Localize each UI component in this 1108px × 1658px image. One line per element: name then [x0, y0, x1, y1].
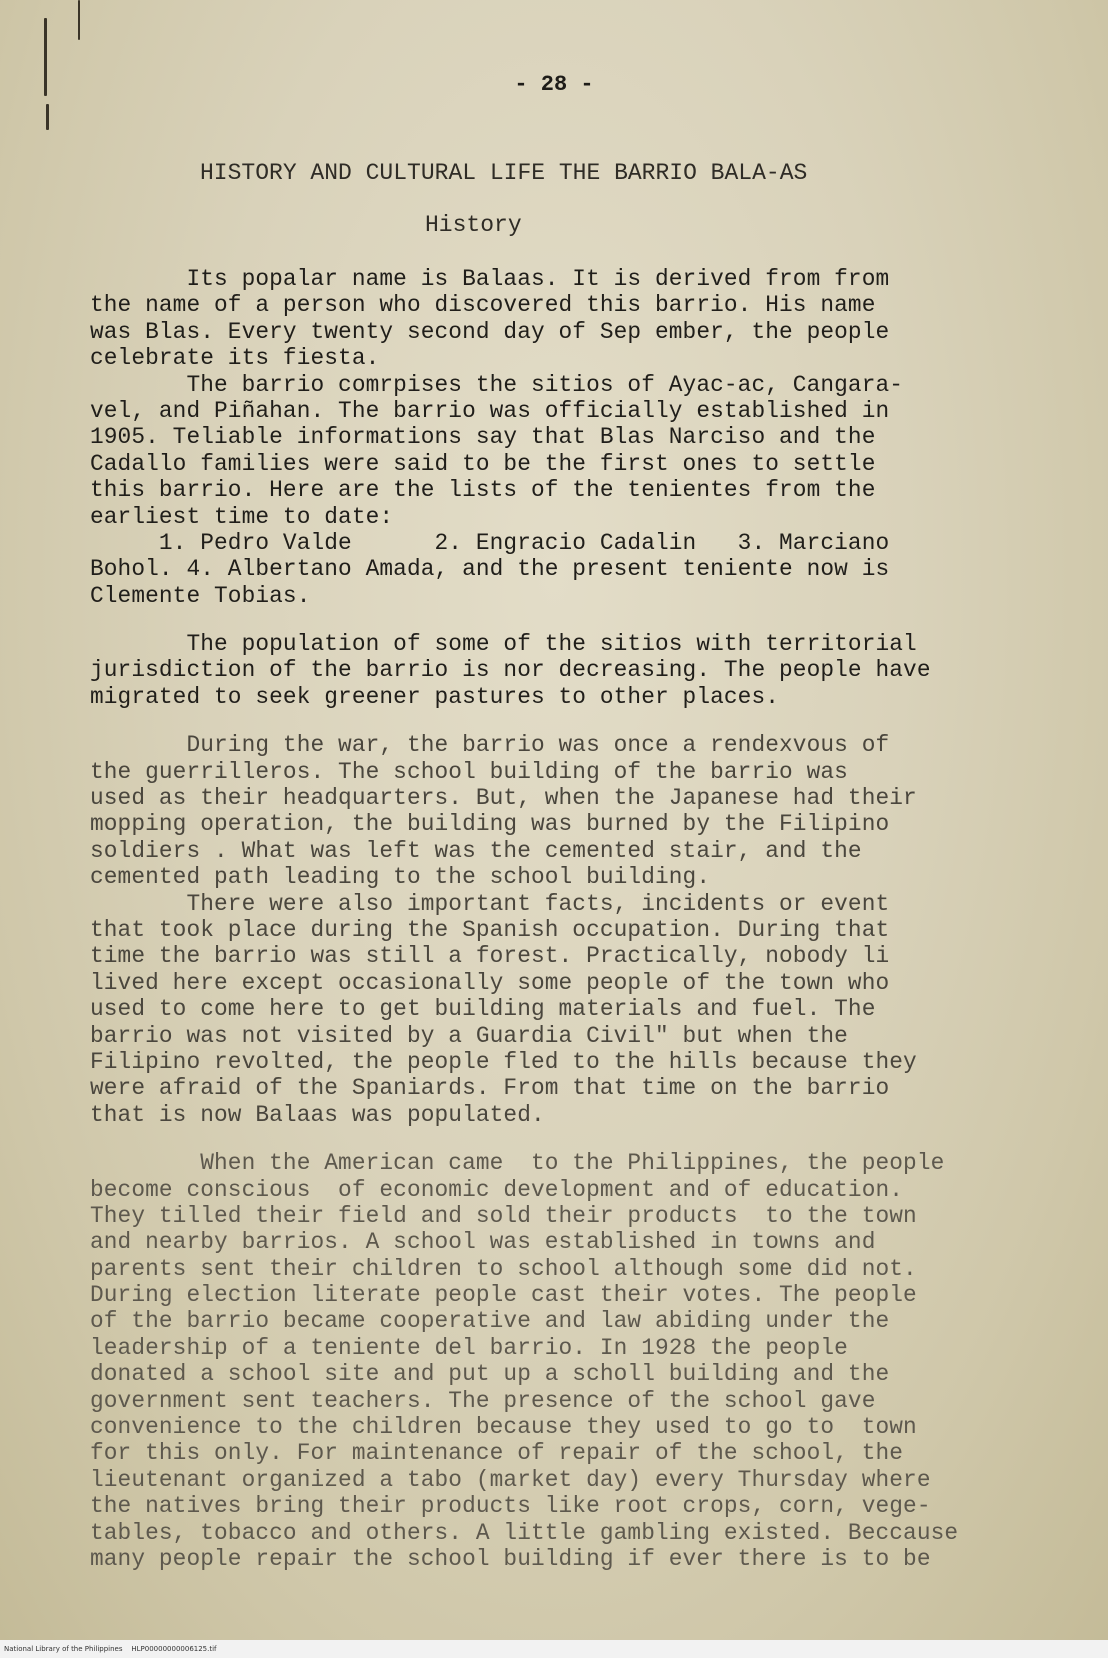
text-line: this barrio. Here are the lists of the tenientes from the	[90, 477, 876, 504]
text-line: soldiers . What was left was the cemented stair, and the	[90, 837, 862, 864]
text-line: They tilled their field and sold their products to the town	[90, 1202, 917, 1229]
text-line: tables, tobacco and others. A little gambling existed. Beccause	[90, 1519, 959, 1546]
text-line: The barrio comrpises the sitios of Ayac-ac, Cangara-	[90, 371, 904, 398]
body-text	[90, 266, 958, 1572]
text-line: Filipino revolted, the people fled to the hills because they	[90, 1048, 917, 1075]
paragraph-gap	[90, 609, 958, 631]
text-line: Clemente Tobias.	[90, 582, 311, 609]
text-line: Bohol. 4. Albertano Amada, and the present teniente now is	[90, 556, 890, 583]
text-line: and nearby barrios. A school was established in towns and	[90, 1229, 876, 1256]
text-line: of the barrio became cooperative and law abiding under the	[90, 1308, 890, 1335]
paragraph-gap	[90, 1128, 958, 1150]
footer-caption: National Library of the Philippines HLP00000000006125.tif	[0, 1640, 1108, 1658]
text-line: lieutenant organized a tabo (market day) every Thursday where	[90, 1466, 931, 1493]
text-line: that is now Balaas was populated.	[90, 1101, 545, 1128]
text-line: become conscious of economic development and of education.	[90, 1176, 904, 1203]
text-line: There were also important facts, incidents or event	[90, 890, 890, 917]
text-line: The population of some of the sitios with territorial	[90, 631, 917, 658]
text-line: for this only. For maintenance of repair of the school, the	[90, 1440, 904, 1467]
binding-mark	[46, 104, 49, 130]
text-line: the name of a person who discovered this barrio. His name	[90, 292, 876, 319]
text-line: earliest time to date:	[90, 503, 394, 530]
paragraph-gap	[90, 710, 958, 732]
text-line: jurisdiction of the barrio is nor decreasing. The people have	[90, 657, 931, 684]
binding-mark	[78, 0, 80, 40]
text-line: the natives bring their products like root crops, corn, vege-	[90, 1493, 931, 1520]
text-line: government sent teachers. The presence of the school gave	[90, 1387, 876, 1414]
text-line: used to come here to get building materials and fuel. The	[90, 996, 876, 1023]
text-line: barrio was not visited by a Guardia Civil" but when the	[90, 1022, 848, 1049]
text-line: used as their headquarters. But, when the Japanese had their	[90, 785, 917, 812]
text-line: were afraid of the Spaniards. From that time on the barrio	[90, 1075, 890, 1102]
text-line: migrated to seek greener pastures to other places.	[90, 683, 780, 710]
text-line: vel, and Piñahan. The barrio was officially established in	[90, 397, 890, 424]
text-line: donated a school site and put up a scholl building and the	[90, 1361, 890, 1388]
text-line: When the American came to the Philippines, the people	[90, 1150, 945, 1177]
text-line: parents sent their children to school although some did not.	[90, 1255, 917, 1282]
page-title: HISTORY AND CULTURAL LIFE THE BARRIO BALA-AS	[200, 160, 808, 186]
text-line: During election literate people cast their votes. The people	[90, 1282, 917, 1309]
text-line: Its popalar name is Balaas. It is derived from from	[90, 266, 890, 292]
text-line: 1. Pedro Valde 2. Engracio Cadalin 3. Marciano	[90, 529, 890, 556]
text-line: leadership of a teniente del barrio. In 1928 the people	[90, 1334, 848, 1361]
text-line: celebrate its fiesta.	[90, 345, 380, 372]
text-line: the guerrilleros. The school building of the barrio was	[90, 758, 848, 785]
text-line: time the barrio was still a forest. Practically, nobody li	[90, 943, 890, 970]
text-line: 1905. Teliable informations say that Blas Narciso and the	[90, 424, 876, 451]
text-line: convenience to the children because they used to go to town	[90, 1414, 917, 1441]
text-line: Cadallo families were said to be the first ones to settle	[90, 450, 876, 477]
text-line: During the war, the barrio was once a rendexvous of	[90, 732, 890, 759]
page-number: - 28 -	[514, 72, 594, 97]
text-line: cemented path leading to the school building.	[90, 864, 711, 891]
text-line: was Blas. Every twenty second day of Sep ember, the people	[90, 318, 890, 345]
text-line: lived here except occasionally some people of the town who	[90, 969, 890, 996]
text-line: that took place during the Spanish occupation. During that	[90, 916, 890, 943]
text-line: mopping operation, the building was burned by the Filipino	[90, 811, 890, 838]
text-line: many people repair the school building if ever there is to be	[90, 1545, 931, 1572]
section-heading: History	[425, 212, 522, 238]
